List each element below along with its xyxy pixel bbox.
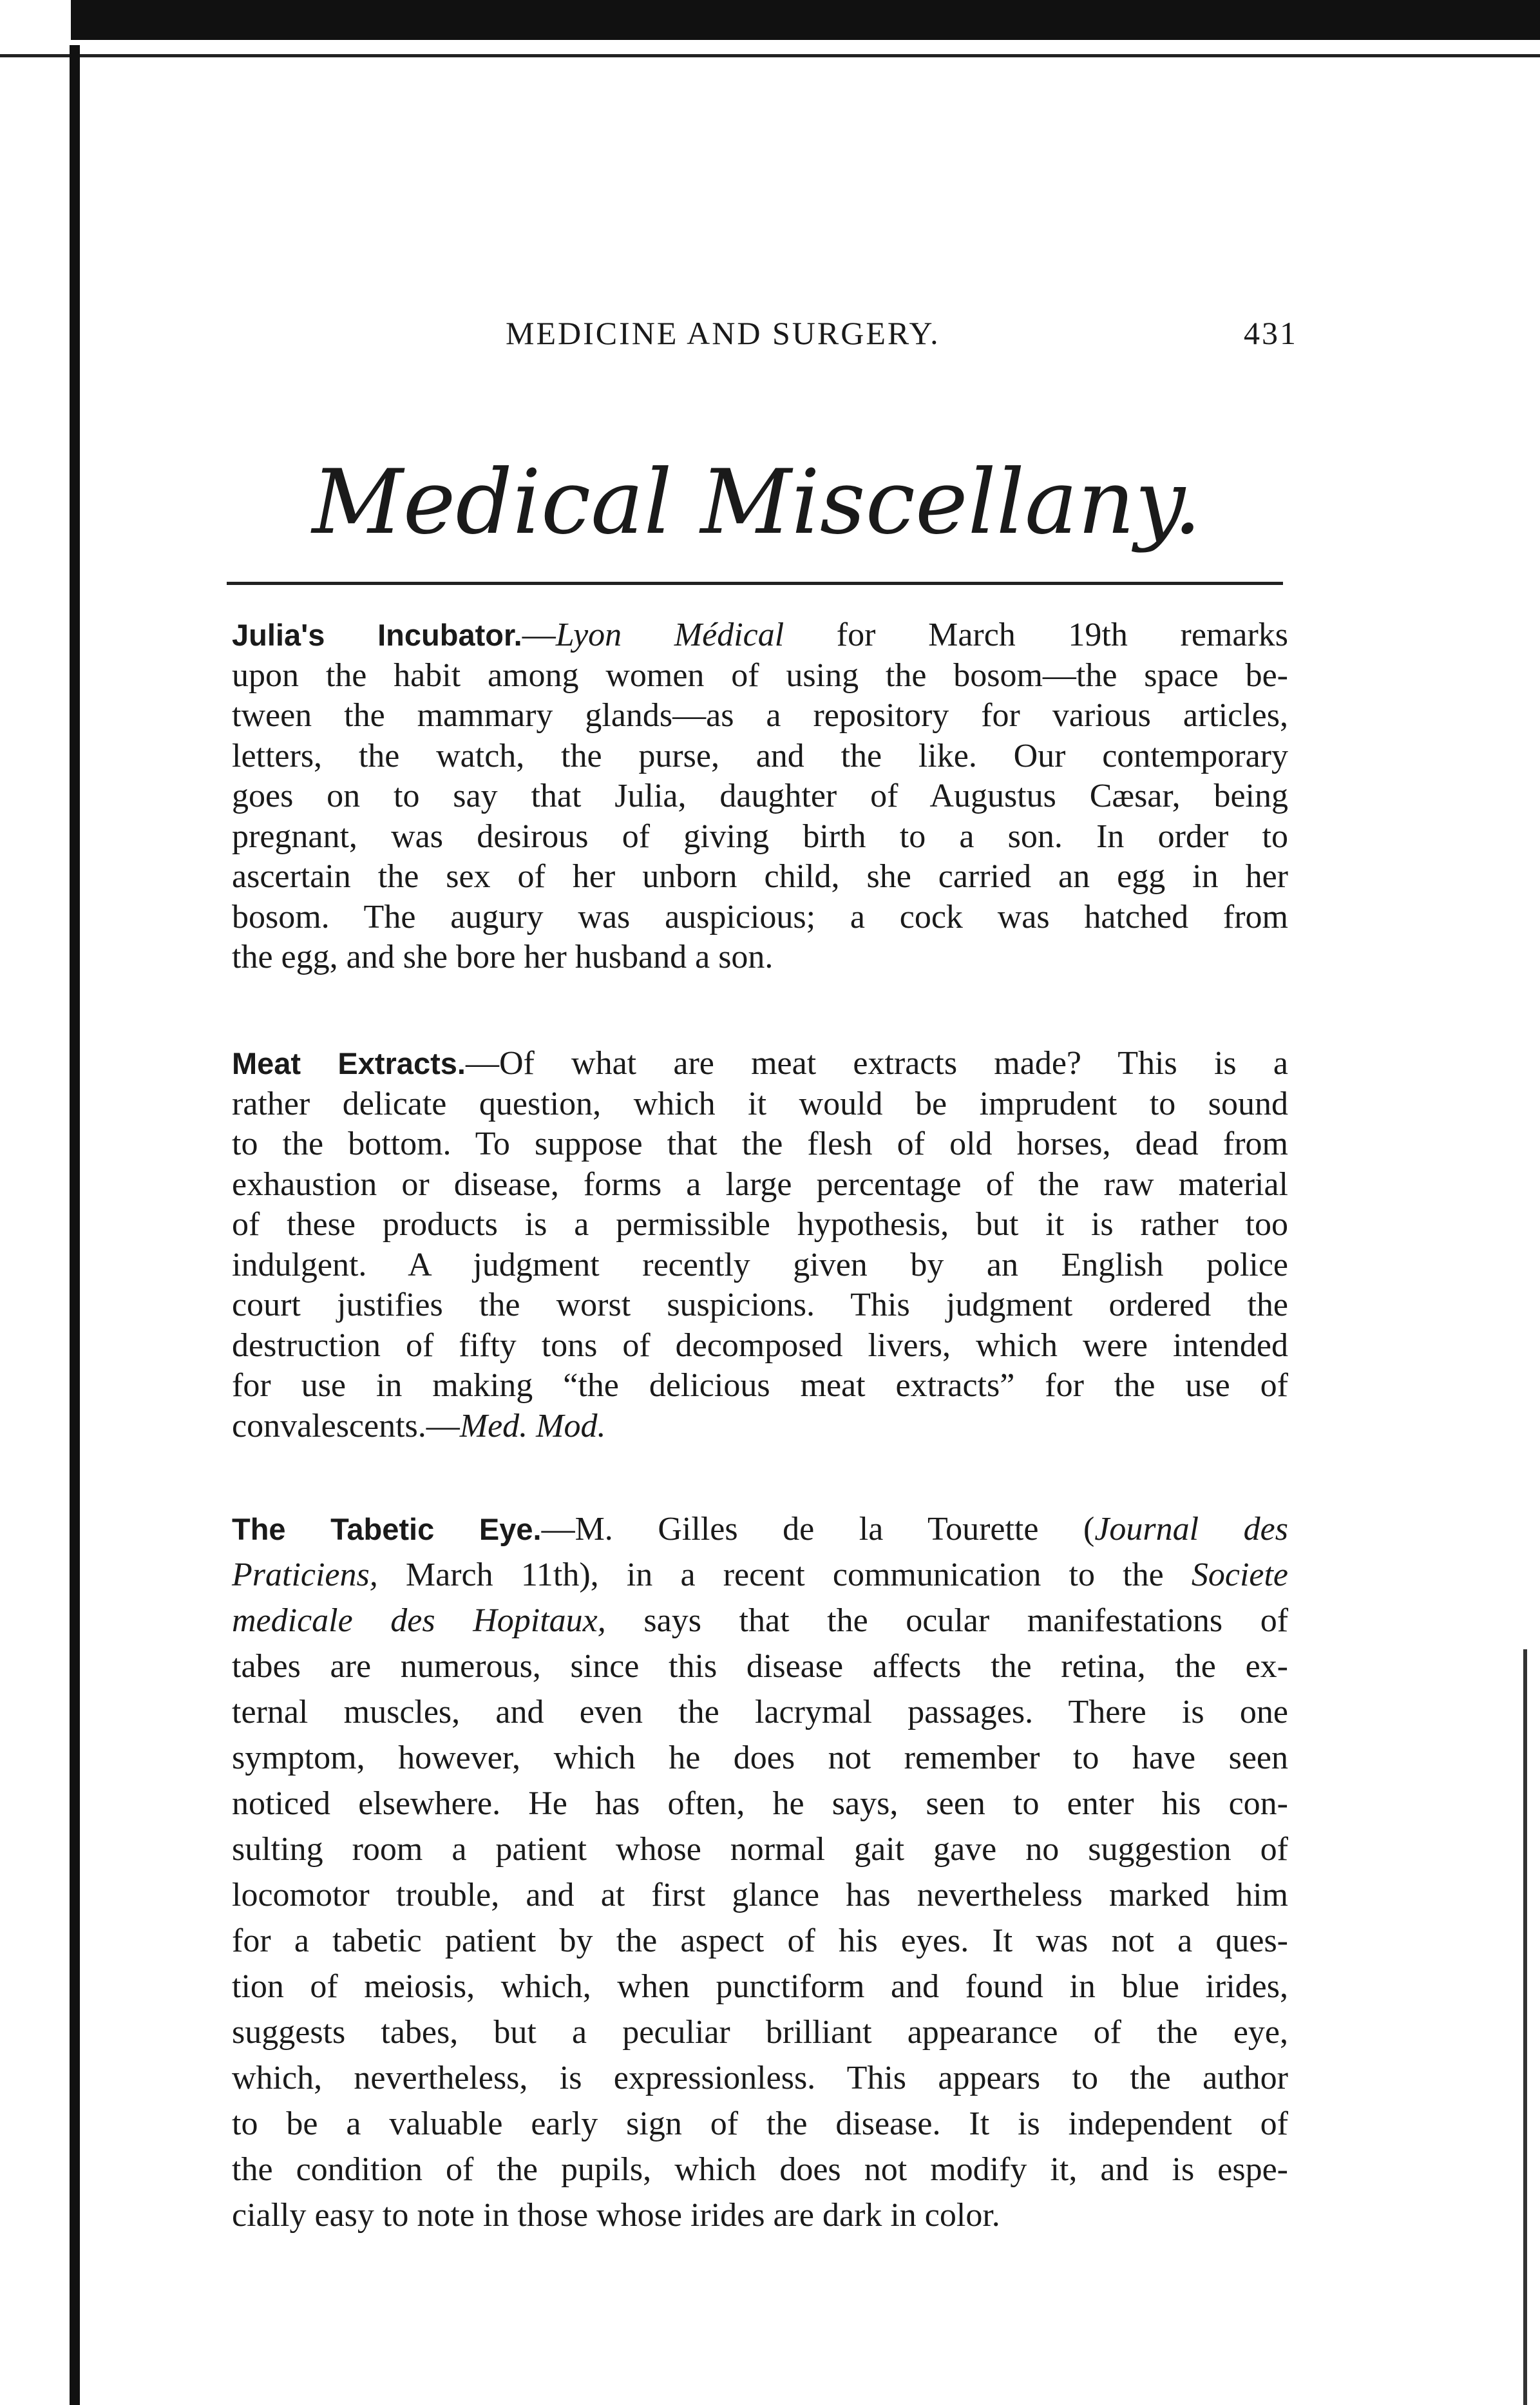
- right-edge-mark: [1523, 1649, 1527, 2405]
- article-heading: The Tabetic Eye.: [232, 1512, 542, 1546]
- article-line: destruction of fifty tons of decomposed livers, which were intended: [232, 1327, 1288, 1364]
- article-line: to be a valuable early sign of the disease. It is independent of: [232, 2105, 1288, 2142]
- article-meat-extracts: [232, 1044, 1288, 1446]
- text-run: —: [522, 617, 556, 653]
- article-line: [232, 1552, 1288, 1598]
- top-thin-rule: [0, 54, 1540, 57]
- article-line: [232, 1406, 1288, 1447]
- text-run: convalescents.—: [232, 1407, 460, 1444]
- italic-text-run: Journal des: [1094, 1511, 1288, 1547]
- page-number: 431: [1244, 315, 1298, 351]
- article-line: for use in making “the delicious meat extracts” for the use of: [232, 1367, 1288, 1404]
- article-heading: Meat Extracts.: [232, 1046, 466, 1080]
- text-run: March 11th), in a recent communication to the: [377, 1557, 1192, 1593]
- running-head-title: MEDICINE AND SURGERY.: [506, 315, 940, 351]
- article-line: upon the habit among women of using the bosom—the space be-: [232, 656, 1288, 694]
- article-line: to the bottom. To suppose that the flesh of old horses, dead from: [232, 1126, 1288, 1162]
- section-title: Medical Miscellany.: [312, 450, 1202, 554]
- italic-text-run: Praticiens,: [232, 1557, 378, 1593]
- article-line: which, nevertheless, is expressionless. This appears to the author: [232, 2060, 1288, 2096]
- article-line: [232, 1044, 1288, 1084]
- article-line: tween the mammary glands—as a repository for various articles,: [232, 697, 1288, 734]
- italic-text-run: Med. Mod.: [459, 1407, 606, 1444]
- article-line: [232, 615, 1288, 656]
- article-line: cially easy to note in those whose irides are dark in color.: [232, 2197, 1000, 2234]
- article-line: [232, 1506, 1288, 1552]
- article-line: exhaustion or disease, forms a large percentage of the raw material: [232, 1165, 1288, 1203]
- running-head: [229, 314, 1298, 359]
- top-border-rule: [71, 0, 1540, 40]
- italic-text-run: Societe: [1191, 1557, 1288, 1593]
- article-line: tabes are numerous, since this disease affects the retina, the ex-: [232, 1648, 1288, 1685]
- article-line: of these products is a permissible hypothesis, but it is rather too: [232, 1206, 1288, 1243]
- article-line: [232, 1598, 1288, 1643]
- article-julias-incubator: [232, 615, 1288, 978]
- article-line: bosom. The augury was auspicious; a cock was hatched from: [232, 898, 1288, 935]
- article-line: locomotor trouble, and at first glance has nevertheless marked him: [232, 1877, 1288, 1913]
- title-rule: [227, 582, 1283, 585]
- article-line: letters, the watch, the purse, and the like. Our contemporary: [232, 737, 1288, 774]
- text-run: says that the ocular manifestations of: [605, 1602, 1289, 1639]
- article-line: tion of meiosis, which, when punctiform and found in blue irides,: [232, 1968, 1288, 2005]
- article-line: ternal muscles, and even the lacrymal passages. There is one: [232, 1694, 1288, 1730]
- article-line: pregnant, was desirous of giving birth to a son. In order to: [232, 818, 1288, 855]
- article-line: the condition of the pupils, which does not modify it, and is espe-: [232, 2151, 1288, 2188]
- article-line: ascertain the sex of her unborn child, she carried an egg in her: [232, 858, 1288, 895]
- text-run: —M. Gilles de la Tourette (: [541, 1511, 1095, 1547]
- article-line: suggests tabes, but a peculiar brilliant appearance of the eye,: [232, 2014, 1288, 2051]
- article-line: goes on to say that Julia, daughter of Augustus Cæsar, being: [232, 778, 1288, 814]
- article-line: for a tabetic patient by the aspect of his eyes. It was not a ques-: [232, 1922, 1288, 1959]
- article-line: sulting room a patient whose normal gait gave no suggestion of: [232, 1831, 1288, 1868]
- italic-text-run: Lyon Médical: [555, 617, 784, 653]
- article-line: noticed elsewhere. He has often, he says, seen to enter his con-: [232, 1785, 1288, 1822]
- text-run: for March 19th remarks: [784, 617, 1288, 653]
- article-line: symptom, however, which he does not remember to have seen: [232, 1739, 1288, 1776]
- article-tabetic-eye: [232, 1506, 1288, 2238]
- article-heading: Julia's Incubator.: [232, 618, 522, 652]
- text-run: —Of what are meat extracts made? This is a: [465, 1045, 1288, 1082]
- article-line: court justifies the worst suspicions. This judgment ordered the: [232, 1287, 1288, 1323]
- left-border-rule: [70, 45, 80, 2405]
- article-line: the egg, and she bore her husband a son.: [232, 939, 774, 975]
- article-line: indulgent. A judgment recently given by an English police: [232, 1246, 1288, 1283]
- italic-text-run: medicale des Hopitaux,: [232, 1602, 606, 1639]
- article-line: rather delicate question, which it would be imprudent to sound: [232, 1085, 1288, 1122]
